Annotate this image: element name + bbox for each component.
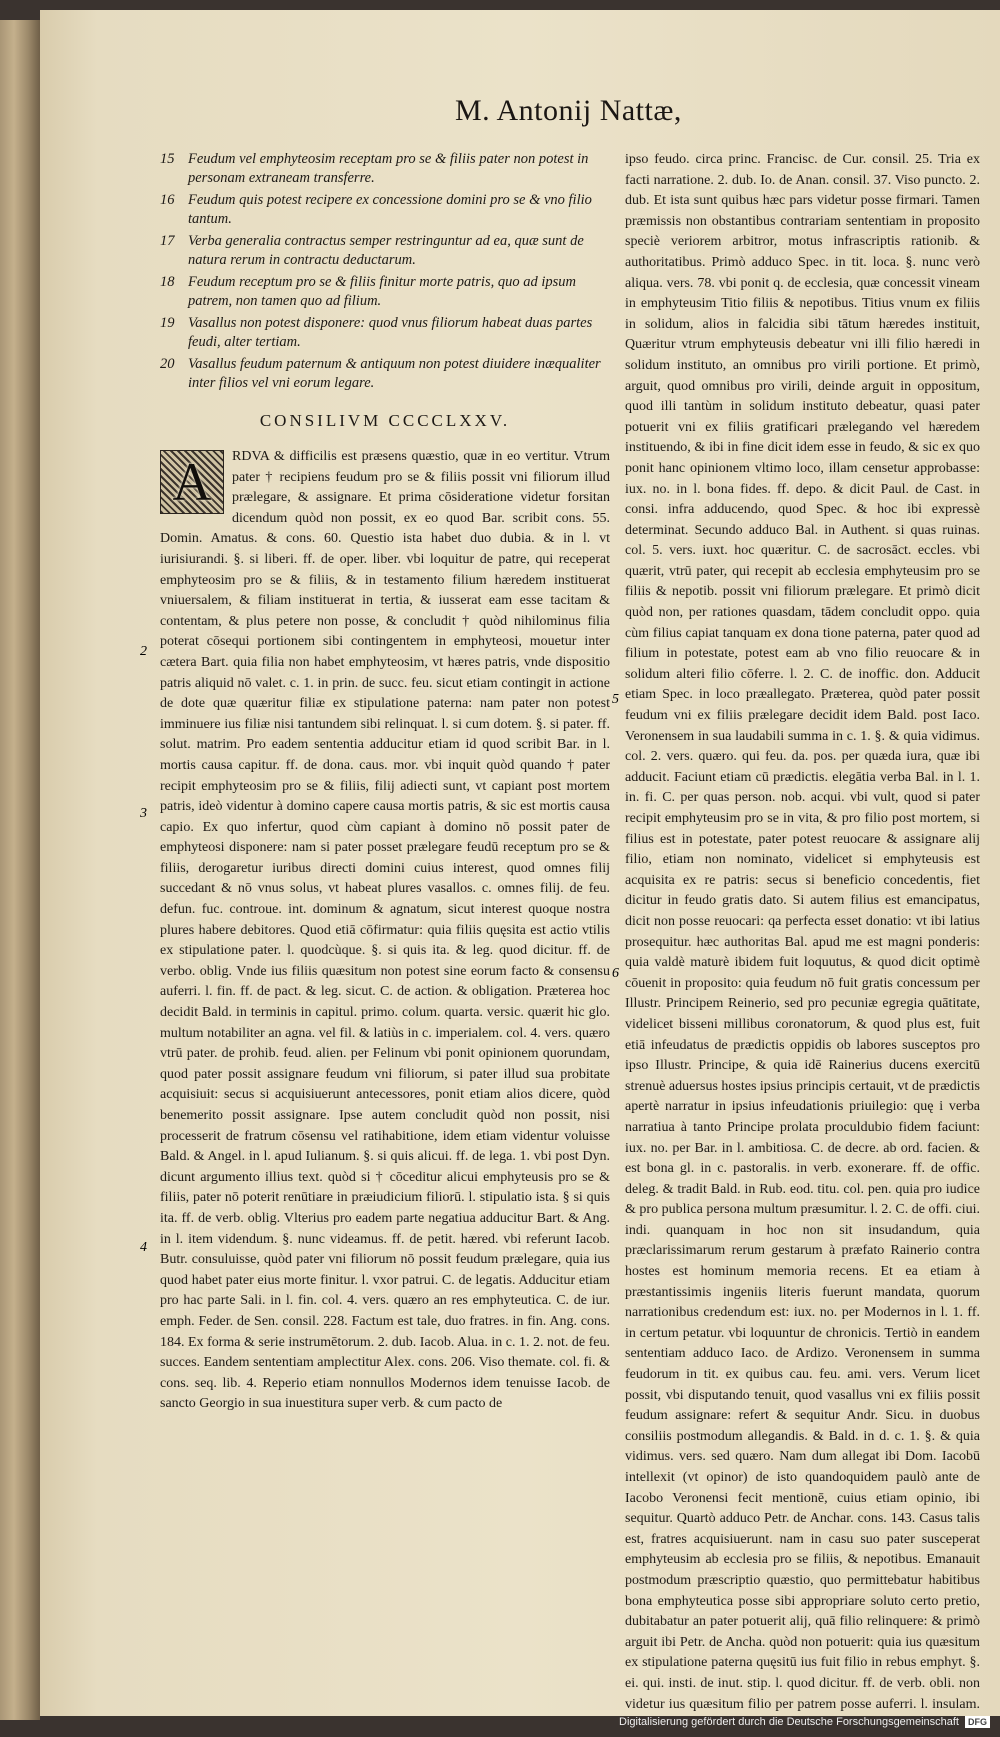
running-title: M. Antonij Nattæ,	[455, 94, 682, 127]
summary-number: 18	[160, 274, 175, 290]
summary-number: 20	[160, 356, 175, 372]
summary-number: 15	[160, 151, 175, 167]
margin-number: 6	[612, 966, 619, 981]
consilium-heading: CONSILIVM CCCCLXXV.	[259, 411, 511, 430]
margin-number: 2	[140, 644, 147, 659]
digitization-credit	[619, 1713, 990, 1731]
margin-number: 5	[612, 692, 619, 707]
summary-text: Vasallus non potest disponere: quod vnus filiorum habeat duas partes feudi, alter tertiam.	[188, 315, 593, 350]
page-edge	[0, 20, 40, 1720]
drop-cap-ornament	[160, 450, 224, 514]
summary-item	[160, 150, 610, 188]
summary-item	[160, 314, 610, 352]
summary-text: Verba generalia contractus semper restringuntur ad ea, quæ sunt de natura rerum in contractu deductarum.	[188, 233, 584, 268]
summary-text: Feudum receptum pro se & filiis finitur morte patris, quo ad ipsum patrem, non tamen quo ad filium.	[188, 274, 576, 309]
dfg-logo: DFG	[965, 1716, 990, 1728]
margin-number: 3	[140, 806, 147, 821]
summary-number: 19	[160, 315, 175, 331]
left-body-text: RDVA & difficilis est præsens quæstio, quæ in eo vertitur. Vtrum pater † recipiens feudum pro se & filiis possit vni filiorum illud prælegare, & assignare. Et prima cōsideratione videtur forsitan dicendum quòd non possit, ex eo quod Bar. scribit cons. 55. Domin. Amatus. & cons. 60. Questio ista habet duo dubia. & in l. vt iurisiurandi. §. si liberi. ff. de oper. liber. vbi loquitur de patre, qui receperat emphyteosim pro se & filiis, & in testamento filium hæredem instituerat vniuersalem, & filiam instituerat in tertia, & iusserat eam esse tacitam & contentam, & plus petere non posse, & concludit † quòd nihilominus filia poterat cōsequi portionem sibi contingentem in emphyteosi, mouetur inter cætera Bart. quia filia non habet emphyteosim, vt hæres patris, vnde dispositio patris aliquid nō valet. c. 1. in prin. de succ. feu. sicut etiam contingit in actione de dote quæ quæritur filiæ ex stipulatione paterna: nam pater non potest imminuere ius filiæ nisi tantundem sibi relinquat. l. si cum dotem. §. si pater. ff. solut. matrim. Pro eadem sententia adducitur etiam id quod scribit Bar. in l. mortis causa capitur. ff. de dona. caus. mor. vbi inquit quòd quando † pater recipit emphyteosim pro se & filiis, filij adiecti sunt, vt capiant post mortem patris, ideò videntur à domino capere causa mortis patris, & sic est mortis causa capio. Ex quo infertur, quod cùm capiant à domino nō possit pater de emphyteosi disponere: nam si pater posset prælegare feudū receptum pro se & filiis, derogaretur iuribus directi domini cuius interest, quod omnes filij succedant & nō vnus solus, vt habeat plures vasallos. c. omnes filij. de feu. defun. fuc. controue. int. dominum & agnatum, sicut interest quoque nostra plures habere debitores. Quod etiā cōfirmatur: quia filiis quęsita est actio vtilis ex stipulatione pater. l. quodcùque. §. si quis ita. & leg. quod dicitur. ff. de verbo. oblig. Vnde ius filiis quæsitum non potest sine eorum facto & consensu auferri. l. fin. ff. de pact. & leg. sicut. C. de action. & obligation. Præterea hoc decidit Bald. in terminis in capitul. primo. colum. quarta. versic. quærit hic glo. multum notabiliter an agna. vel fil. & latiùs in c. imperialem. col. 4. vers. quæro vtrū pater. de prohib. feud. alien. per Felinum vbi ponit opinionem quorundam, quod pater possit assignare feudum vni filiorum, si pater illud sua probitate acquisiuit: secus si acquisiuerunt antecessores, ponit etiam alios dicere, quòd benemerito possit assignare. Ipse autem concludit quòd non possit, nisi processerit de fratrum cōsensu vel ratihabitione, idem etiam videntur voluisse Bald. & Angel. in l. apud Iulianum. §. si quis alicui. ff. de lega. 1. vbi post Dyn. dicunt argumento illius text. quòd si † cōceditur alicui emphyteusis pro se & filiis, pater nō poterit renūtiare in præiudicium filiorū. l. stipulatio ista. § si quis ita. ff. de verb. oblig. Vlterius pro eadem parte negatiua adducitur Bart. & Ang. in l. item videndum. §. nunc videamus. ff. de petit. hæred. vbi referunt Iacob. Butr. consuluisse, quòd pater vni filiorum nō possit feudum prælegare, quia ius quod habet pater eius morte finitur. l. vxor patrui. C. de legatis. Adducitur etiam pro hac parte Sali. in l. fin. col. 4. vers. quæro an res emphyteutica. C. de iur. emph. Feder. de Sen. consil. 228. Factum est tale, duo fratres. in fin. Ang. cons. 184. Ex forma & serie instrumētorum. 2. dub. Iacob. Alua. in c. 1. 2. not. de feu. succes. Eandem sententiam amplectitur Alex. cons. 206. Viso themate. col. fi. & cons. seq. lib. 4. Reperio etiam nonnullos Modernos idem tenuisse Iacob. de sancto Georgio in sua inuestitura super verb. & cum pacto de	[160, 449, 610, 1412]
left-body	[160, 447, 610, 1415]
credit-text: Digitalisierung gefördert durch die Deutsche Forschungsgemeinschaft	[619, 1716, 959, 1728]
summary-item	[160, 191, 610, 229]
summary-item	[160, 355, 610, 393]
drop-cap-letter: A	[172, 452, 212, 512]
summary-text: Vasallus feudum paternum & antiquum non potest diuidere inæqualiter inter filios vel vni eorum legare.	[188, 356, 601, 391]
summary-text: Feudum vel emphyteosim receptam pro se & filiis pater non potest in personam extraneam transferre.	[188, 151, 589, 186]
summary-number: 17	[160, 233, 175, 249]
summary-item	[160, 232, 610, 270]
right-body-text: ipso feudo. circa princ. Francisc. de Cur. consil. 25. Tria ex facti narratione. 2. dub. Io. de Anan. consil. 37. Viso puncto. 2. dub. Et ista sunt quibus hæc pars videtur posse firmari. Tamen præmissis non obstantibus contrariam sententiam in proposito speciè veriorem arbitror, motus infrascriptis rationib. & authoritatibus. Primò adduco Spec. in tit. loca. §. nunc verò aliqua. vers. 78. vbi ponit q. de ecclesia, quæ concessit vineam in emphyteusim Titio filiis & nepotibus. Titius vnum ex filiis in solidum, alios in falcidia sibi tātum hæredes instituit, Quæritur vtrum emphyteusis debeatur vni illi filio hæredi in solidum instituto, an omnibus pro virili portione. Et primò, arguit, quod omnibus pro virili, deinde arguit in oppositum, quod illi tantùm in solidum instituto debeatur, quasi pater potuerit vni ex filiis gratificari prælegando vel hæredem instituendo, & ibi in fine dicit idem esse in feudo, & sic ex quo ponit hanc opinionem vltimo loco, illam censetur approbasse: iux. no. in l. bona fides. ff. depo. & dicit Paul. de Cast. in consi. infra adducendo, quod Spec. & hoc ibi expressè determinat. Secundo adduco Bal. in Authent. si quas ruinas. col. 5. vers. iuxt. hoc quæritur. C. de sacrosāct. eccles. vbi quærit, vtrū pater, qui recepit ab ecclesia emphyteusim pro se filiis & nepotib. possit vni filiorum prælegare. Et primò dicit quòd non, per rationes quasdam, tādem concludit oppo. quia cùm filius capiat tanquam ex dona tione paterna, pater quod ad filium in potestate, potest eam ab vno filio reuocare & in solidum alteri filio cōferre. l. 2. C. de inoffic. don. Adducit etiam Spec. in loco præallegato. Præterea, quòd pater possit feudum vni ex filiis prælegare decidit idem Bald. post Iaco. Veronensem in sua laudabili summa in c. 1. §. & quia vidimus. col. 2. vers. quæro. qui feu. da. pos. per quæda iura, quæ ibi adducit. Faciunt etiam cū prædictis. elegātia verba Bal. in l. 1. in. fi. C. per quas person. nob. acqui. vbi vult, quod si pater recipit emphyteusim pro se in vita, & pro filio post mortem, si filius est in potestate, pater potest reuocare & assignare alij filio, etiam non nominato, videlicet si emphyteusis est acquisita ex re patris: secus si beneficio concedentis, fiet dicitur in feudo gratis dato. Si autem filius est emancipatus, dicit non posse reuocari: qa perfecta esset donatio: vt ibi latius prosequitur. hæc authoritas Bal. apud me est magni ponderis: quia valdè maturè ibidem fuit loquutus, & quod dicit optimè cōuenit in proposito: quia feudum nō fuit gratis concessum per Illustr. Principem Reinerio, sed pro pecuniæ egregia quātitate, videlicet bisseni millibus coronatorum, & quod plus est, fuit etiā infeudatus de prædictis oppidis ob labores susceptos pro ipso Illustr. Principe, & quia idē Rainerius ducens exercitū strenuè aduersus hostes ipsius principis certauit, vt de prædictis apertè narratur in ipsius infeudationis priuilegio: quę i verba narratiua à tanto Principe prolata proculdubio fidem faciunt: iux. no. per Bar. in l. ambitiosa. C. de decre. ab ord. facien. & est bona gl. in c. pastoralis. in verb. exonerare. ff. de offic. deleg. & tradit Bald. in Rub. eod. titu. col. pen. quia pro iudice & pro publica persona multum præsumitur. l. 2. C. de offi. ciui. indi. quanquam in hoc non sit insudandum, quia præclarissimarum rerum gestarum à præfato Rainerio contra hostes est hominum memoria recens. Et ea etiam à præstantissimis ingeniis literis fuerunt mandata, quorum narrationibus credendum est: iux. no. per Modernos in l. 1. ff. in certum petatur. vbi loquuntur de chronicis. Tertiò in eandem sententiam adduco Iaco. de Ardizo. Veronensem in summa feudorum in tit. ex quibus cau. feu. ami. vers. Verum licet possit, vbi disputando tenuit, quod vasallus vni ex filiis possit feudum assignare: refert & sequitur Andr. Sicu. in duobus consiliis postmodum allegandis. & Bald. in d. c. 1. §. & quia vidimus. vers. sed quæro. Nam dum allegat ibi Dom. Iacobū intellexit (vt opinor) de isto quandoquidem paulò ante de Iacobo Veronensi fecit mentionē, cuius etiam opinio, ibi sequitur. Quartò adduco Petr. de Anchar. cons. 143. Casus talis est, fratres acquisiuerunt. nam in casu suo pater susceperat emphyteusim ab ecclesia pro se filiis, & nepotibus. Emanauit postmodum præscriptio quæstio, quo permittebatur habitibus bona emphyteutica posse sibi appropriare soluto certo pretio, dubitabatur an pater potuerit alij, quā filio relinquere: & primò arguit ibi Petr. de Ancha. quòd non potuerit: quia ius quæsitum ex stipulatione paterna quęsitū ius fuit filio in rebus emphyt. §. ei. qui. insti. de inut. stip. l. quod dicitur. ff. de verb. obli. non videtur ius quæsitum filio per patrem posse auferri. l. insulam.	[625, 152, 980, 1712]
right-column	[625, 150, 980, 1716]
summary-list	[160, 150, 610, 393]
book-page	[40, 10, 1000, 1716]
summary-text: Feudum quis potest recipere ex concessione domini pro se & vno filio tantum.	[188, 192, 592, 227]
margin-number: 4	[140, 1240, 147, 1255]
summary-number: 16	[160, 192, 175, 208]
summary-item	[160, 273, 610, 311]
left-column	[160, 150, 610, 1415]
